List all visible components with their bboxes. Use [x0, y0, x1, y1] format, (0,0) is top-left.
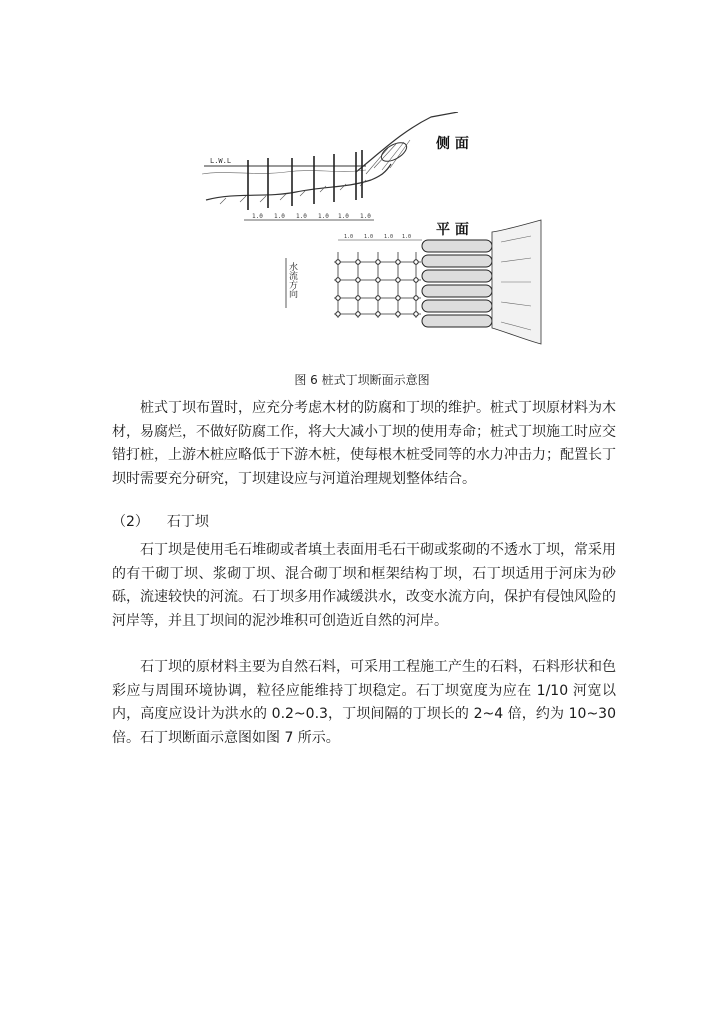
fascine-bundle	[378, 139, 409, 165]
piles-side	[248, 150, 362, 210]
plan-view-label: 平 面	[436, 222, 469, 238]
svg-text:1.0: 1.0	[402, 234, 412, 240]
riverbed-line	[206, 164, 391, 200]
paragraph-pile-groin: 桩式丁坝布置时，应充分考虑木材的防腐和丁坝的维护。桩式丁坝原材料为木材，易腐烂，不做好防腐工作，将大大减小丁坝的使用寿命；桩式丁坝施工时应交错打桩，上游木桩应略低于下游木桩，使每根木桩受同等的水力冲击力；配置长丁坝时需要充分研究，丁坝建设应与河道治理规划整体结合。	[112, 400, 616, 487]
water-ripple	[202, 170, 366, 174]
svg-text:1.0: 1.0	[296, 213, 307, 220]
svg-text:1.0: 1.0	[338, 213, 349, 220]
plan-dimension-labels	[344, 234, 411, 240]
dimension-labels	[252, 213, 371, 220]
pile-groin-diagram	[196, 112, 556, 362]
svg-text:1.0: 1.0	[274, 213, 285, 220]
paragraph-stone-groin-materials: 石丁坝的原材料主要为自然石料，可采用工程施工产生的石料，石料形状和色彩应与周围环境协调，粒径应能维持丁坝稳定。石丁坝宽度为应在 1/10 河宽以内，高度应设计为洪水的 0.2~0.3，丁坝间隔的丁坝长的 2~4 倍，约为 10~30 倍。石丁坝断面示意图如图 7 所示。	[112, 659, 616, 746]
paragraph-stone-groin-intro: 石丁坝是使用毛石堆砌或者填土表面用毛石干砌或浆砌的不透水丁坝，常采用的有干砌丁坝、浆砌丁坝、混合砌丁坝和框架结构丁坝，石丁坝适用于河床为砂砾，流速较快的河流。石丁坝多用作减缓洪水，改变水流方向，保护有侵蚀风险的河岸等，并且丁坝间的泥沙堆积可创造近自然的河岸。	[112, 542, 616, 629]
fascine-rows	[422, 240, 492, 327]
svg-text:1.0: 1.0	[252, 213, 263, 220]
svg-text:1.0: 1.0	[360, 213, 371, 220]
svg-text:1.0: 1.0	[364, 234, 374, 240]
flow-direction-label: 水流方向	[287, 262, 297, 298]
svg-text:1.0: 1.0	[344, 234, 354, 240]
svg-text:1.0: 1.0	[384, 234, 394, 240]
pile-groin-figure	[196, 112, 556, 362]
svg-text:1.0: 1.0	[318, 213, 329, 220]
section-title: 石丁坝	[166, 514, 209, 530]
section-heading	[112, 511, 209, 535]
figure-caption: 图 6 桩式丁坝断面示意图	[294, 373, 430, 387]
lwl-label: L.W.L	[210, 157, 232, 165]
side-view-label: 侧 面	[436, 136, 469, 152]
section-number: （2）	[112, 514, 149, 530]
pile-markers	[336, 260, 418, 316]
